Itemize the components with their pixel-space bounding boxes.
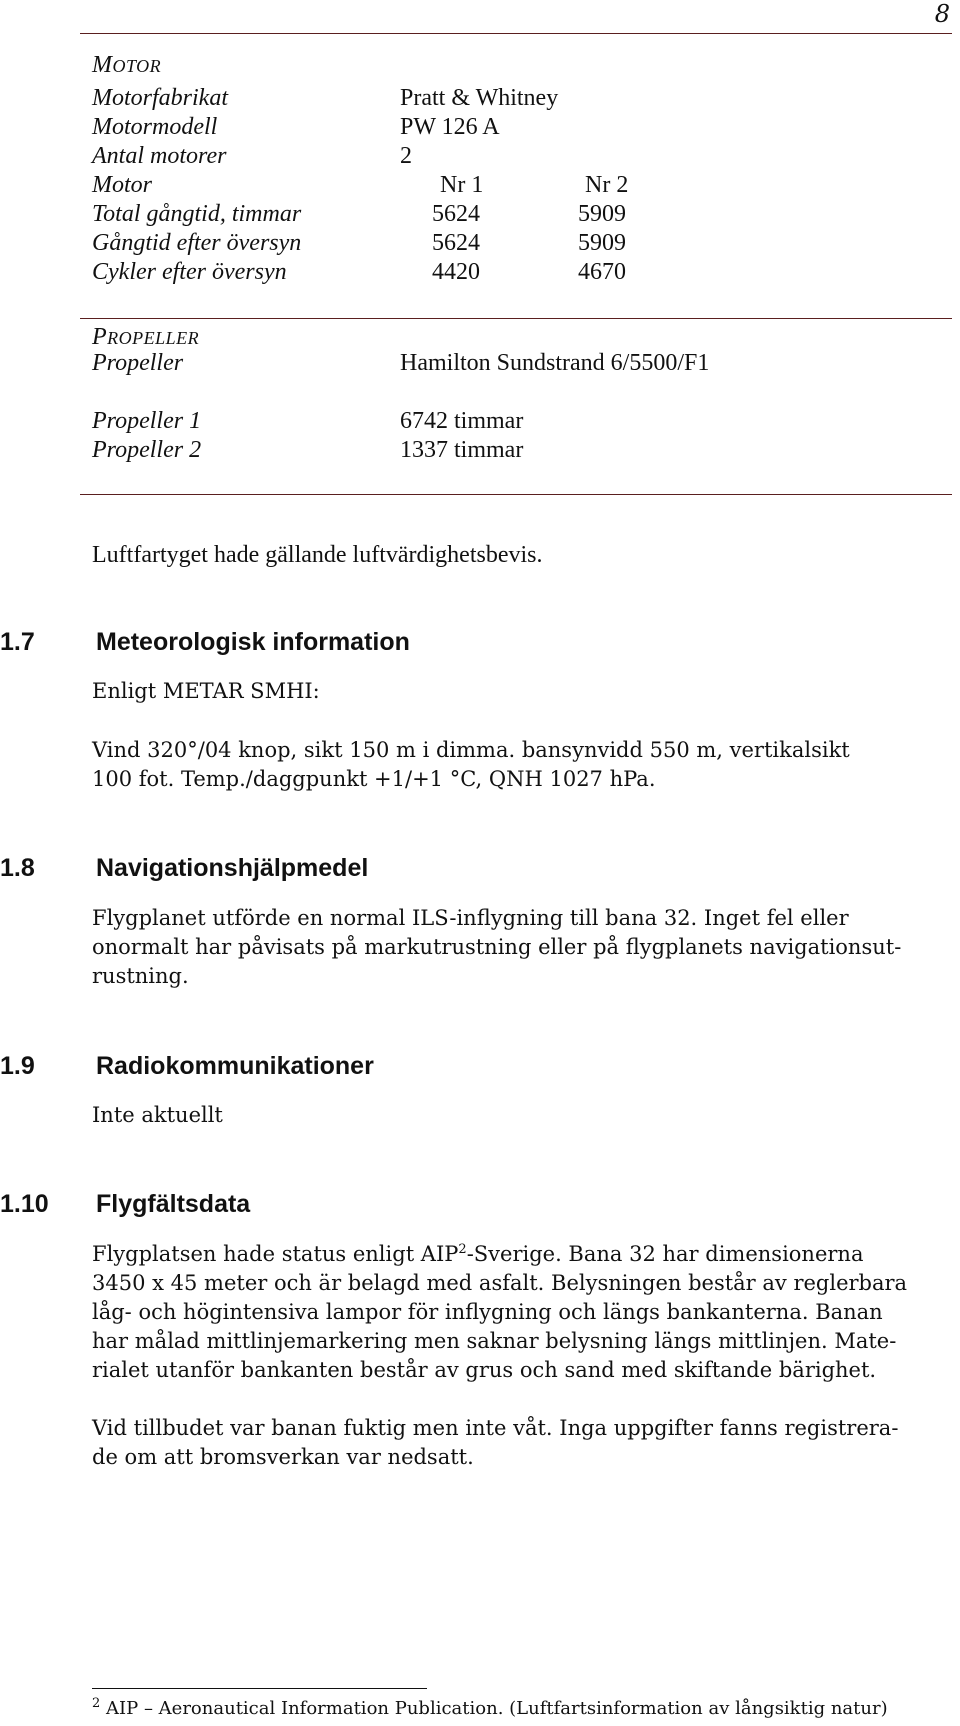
paragraph-line: Vid tillbudet var banan fuktig men inte våt. Inga uppgifter fanns registrera-: [92, 1416, 899, 1440]
paragraph-line: Enligt METAR SMHI:: [92, 679, 320, 703]
propeller-heading: PROPELLER: [92, 324, 200, 350]
paragraph-line: 3450 x 45 meter och är belagd med asfalt. Belysningen består av reglerbara: [92, 1271, 908, 1295]
propeller-row-value: 1337 timmar: [400, 437, 524, 463]
paragraph-line: 100 fot. Temp./daggpunkt +1/+1 °C, QNH 1027 hPa.: [92, 767, 656, 791]
paragraph-line: rialet utanför bankanten består av grus och sand med skiftande bärighet.: [92, 1358, 877, 1382]
footnote-marker: 2: [92, 1696, 101, 1711]
propeller-row-label: Propeller 2: [92, 437, 202, 463]
motor-row-label: Antal motorer: [92, 143, 227, 169]
motor-table-cell: 5624: [432, 201, 480, 227]
paragraph-line: Vind 320°/04 knop, sikt 150 m i dimma. bansynvidd 550 m, vertikalsikt: [92, 738, 850, 762]
motor-row-label: Motormodell: [92, 114, 218, 140]
paragraph-line: onormalt har påvisats på markutrustning eller på flygplanets navigationsut-: [92, 935, 902, 959]
motor-table-header-col1: Nr 1: [440, 172, 484, 198]
motor-table-row-label: Cykler efter översyn: [92, 259, 287, 285]
propeller-type-label: Propeller: [92, 350, 184, 376]
paragraph-line: har målad mittlinjemarkering men saknar belysning längs mittlinjen. Mate-: [92, 1329, 897, 1353]
motor-table-cell: 4420: [432, 259, 480, 285]
section-title: Radiokommunikationer: [96, 1052, 374, 1080]
propeller-type-value: Hamilton Sundstrand 6/5500/F1: [400, 350, 710, 376]
section-rule: [80, 318, 952, 319]
motor-table-header-label: Motor: [92, 172, 152, 198]
section-number: 1.8: [0, 854, 35, 882]
paragraph-line: Inte aktuellt: [92, 1103, 223, 1127]
section-title: Navigationshjälpmedel: [96, 854, 369, 882]
motor-table-row-label: Gångtid efter översyn: [92, 230, 302, 256]
motor-table-header-col2: Nr 2: [585, 172, 629, 198]
motor-row-value: 2: [400, 143, 412, 169]
footnote-reference[interactable]: 2: [458, 1242, 467, 1257]
section-title: Flygfältsdata: [96, 1190, 251, 1218]
motor-table-cell: 5909: [578, 230, 626, 256]
paragraph-line: Flygplatsen hade status enligt AIP$^2$-Sverige. Bana 32 har dimensionerna: [92, 1242, 864, 1266]
footnote: [92, 1698, 888, 1719]
section-rule: [80, 494, 952, 495]
paragraph-line: Flygplanet utförde en normal ILS-inflygning till bana 32. Inget fel eller: [92, 906, 849, 930]
paragraph-line: de om att bromsverkan var nedsatt.: [92, 1445, 474, 1469]
motor-table-cell: 4670: [578, 259, 626, 285]
section-title: Meteorologisk information: [96, 628, 410, 656]
section-number: 1.9: [0, 1052, 35, 1080]
section-number: 1.7: [0, 628, 35, 656]
top-rule: [80, 33, 952, 34]
motor-table-row-label: Total gångtid, timmar: [92, 201, 302, 227]
motor-row-value: Pratt & Whitney: [400, 85, 559, 111]
footnote-text: AIP – Aeronautical Information Publication. (Luftfartsinformation av långsiktig natur): [106, 1698, 888, 1719]
page-number: 8: [934, 0, 950, 28]
motor-table-cell: 5909: [578, 201, 626, 227]
motor-row-label: Motorfabrikat: [92, 85, 228, 111]
motor-row-value: PW 126 A: [400, 114, 500, 140]
paragraph-line: låg- och högintensiva lampor för inflygning och längs bankanterna. Banan: [92, 1300, 883, 1324]
motor-heading: MOTOR: [92, 52, 162, 78]
paragraph-line: rustning.: [92, 964, 189, 988]
motor-table-cell: 5624: [432, 230, 480, 256]
propeller-row-value: 6742 timmar: [400, 408, 524, 434]
section-number: 1.10: [0, 1190, 49, 1218]
footnote-rule: [92, 1688, 427, 1689]
propeller-row-label: Propeller 1: [92, 408, 202, 434]
airworthiness-text: Luftfartyget hade gällande luftvärdighetsbevis.: [92, 542, 543, 568]
